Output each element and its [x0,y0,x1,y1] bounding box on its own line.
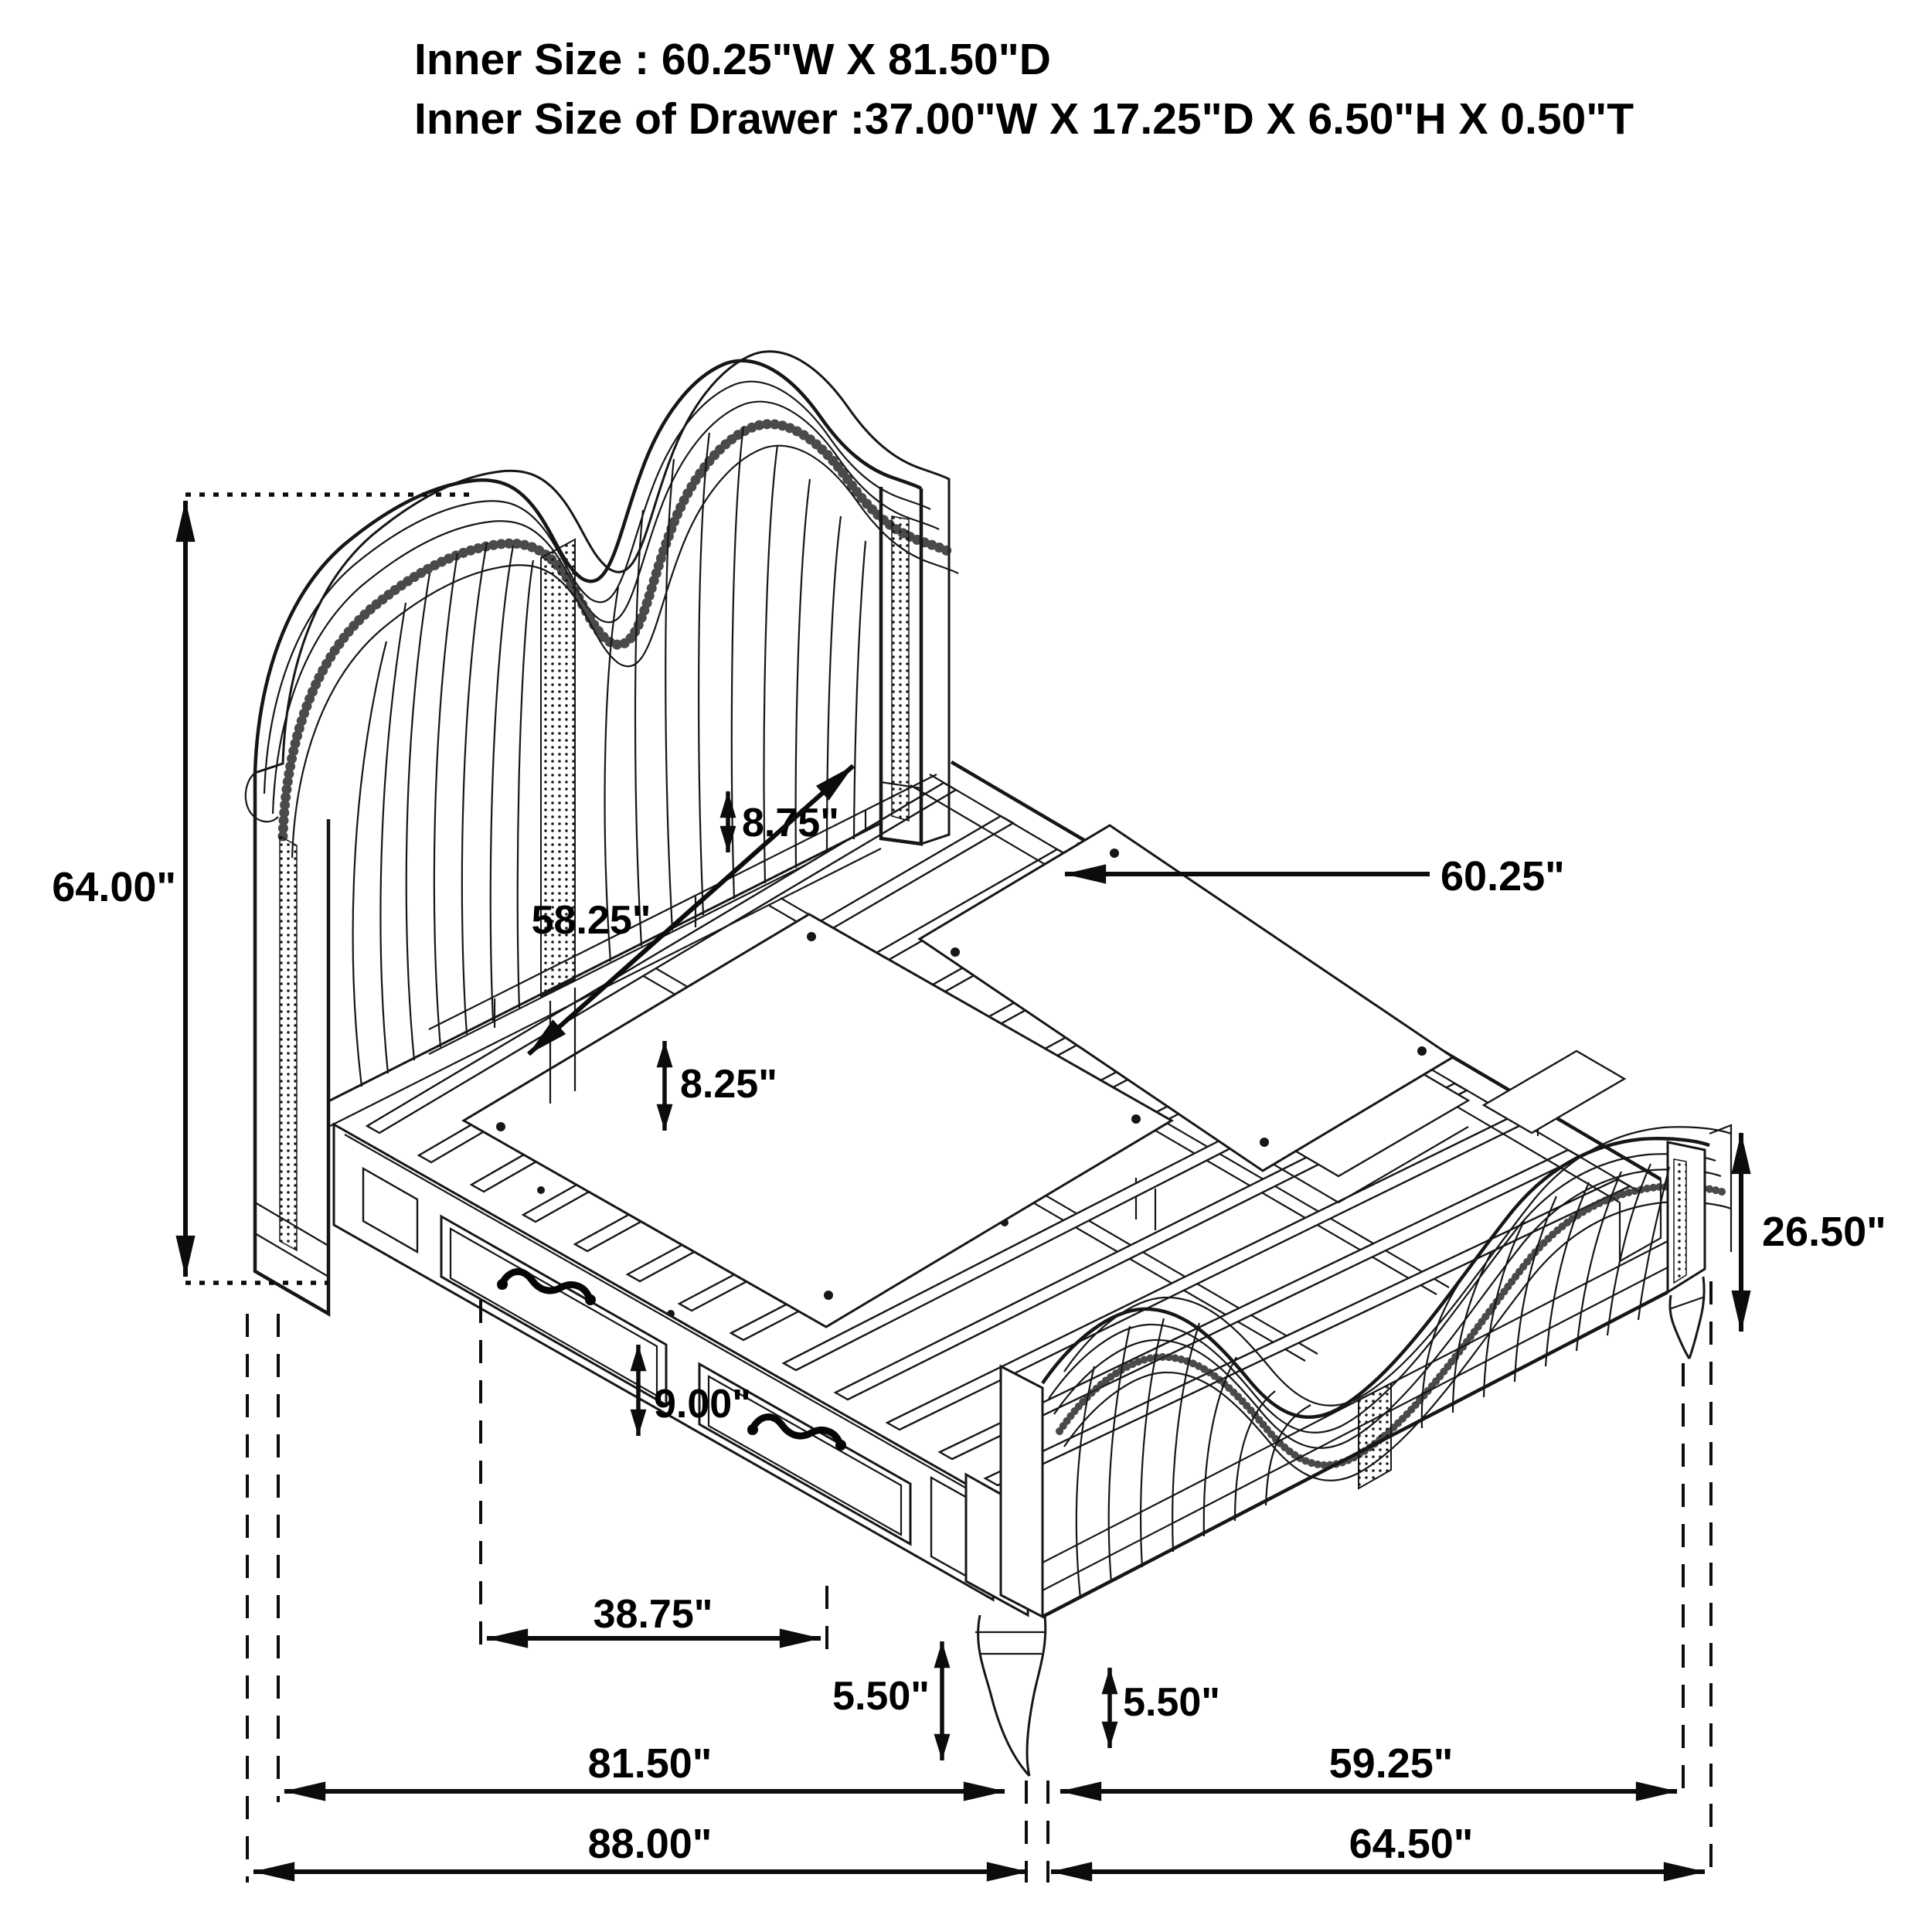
title-inner-size: Inner Size : 60.25"W X 81.50"D [414,35,1051,84]
footboard-bottom [1043,1292,1668,1617]
footboard-left-cap [1001,1366,1043,1617]
dimension-headboard-height [52,495,478,1283]
dim-footboard-inner-width: 59.25" [1328,1740,1454,1787]
dim-slat-support-height: 8.25" [680,1062,777,1107]
dimension-footboard-inner-width [1060,1740,1677,1791]
dim-left-leg-height: 5.50" [832,1674,930,1719]
dimension-overall-depth [253,1821,1028,1872]
dim-side-rail-length: 81.50" [587,1740,713,1787]
dimension-left-leg-height [832,1641,942,1760]
dim-footboard-height: 26.50" [1762,1209,1886,1255]
dim-drawer-front-height: 9.00" [654,1382,751,1427]
dim-overall-depth: 88.00" [587,1821,713,1867]
dimension-footboard-height [1741,1133,1886,1332]
dim-inner-width-head: 58.25" [531,898,651,943]
dim-right-leg-height: 5.50" [1123,1680,1220,1725]
right-post-bead-strip [892,516,909,821]
dim-inner-width-top: 60.25" [1440,853,1565,900]
dimension-right-leg-height [1110,1668,1220,1748]
title-drawer-size: Inner Size of Drawer :37.00"W X 17.25"D X 6.50"H X 0.50"T [414,94,1634,144]
headboard-back-edge [255,352,949,844]
footboard-cap-bead [1674,1159,1686,1283]
title-block [414,35,1634,144]
dim-headboard-height: 64.00" [52,864,176,910]
dimension-head-rail-offset [728,791,839,852]
footboard-center-strip [1359,1383,1391,1488]
dimension-side-rail-length [284,1740,1005,1791]
dim-overall-width: 64.50" [1349,1821,1474,1867]
left-post-bead-strip [280,836,297,1250]
dimension-overall-width [1051,1821,1705,1872]
dim-head-rail-offset: 8.75" [742,801,839,845]
dim-drawer-section-width: 38.75" [593,1592,713,1637]
